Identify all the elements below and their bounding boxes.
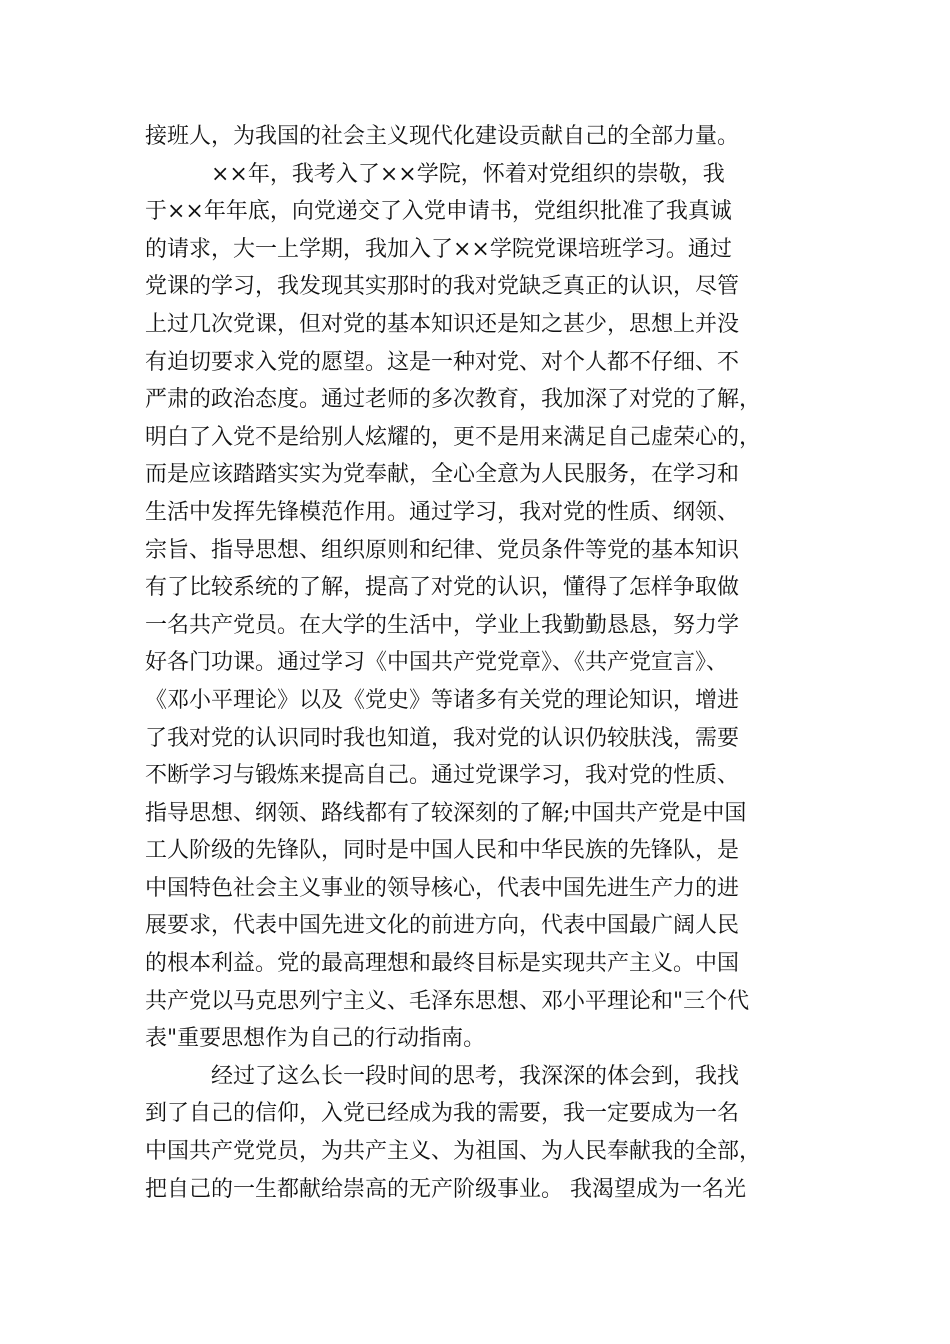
- text-line: 了我对党的认识同时我也知道，我对党的认识仍较肤浅，需要: [145, 725, 740, 751]
- text-line: 生活中发挥先锋模范作用。通过学习，我对党的性质、纲领、: [145, 499, 740, 525]
- text-line: 中国特色社会主义事业的领导核心，代表中国先进生产力的进: [145, 875, 740, 901]
- text-line: 表"重要思想作为自己的行动指南。: [145, 1026, 486, 1052]
- text-line: 有了比较系统的了解，提高了对党的认识，懂得了怎样争取做: [145, 575, 740, 601]
- text-line: 而是应该踏踏实实为党奉献，全心全意为人民服务，在学习和: [145, 462, 740, 488]
- text-line: 宗旨、指导思想、组织原则和纪律、党员条件等党的基本知识: [145, 537, 740, 563]
- text-line: 的请求，大一上学期，我加入了××学院党课培班学习。通过: [145, 236, 732, 262]
- text-line: 指导思想、纲领、路线都有了较深刻的了解;中国共产党是中国: [145, 800, 747, 826]
- text-line: 到了自己的信仰，入党已经成为我的需要，我一定要成为一名: [145, 1101, 740, 1127]
- text-line: 中国共产党党员，为共产主义、为祖国、为人民奉献我的全部，: [145, 1139, 762, 1165]
- paragraph-first-line: ××年，我考入了××学院，怀着对党组织的崇敬，我: [211, 161, 725, 187]
- text-line: 《邓小平理论》以及《党史》等诸多有关党的理论知识，增进: [145, 687, 740, 713]
- text-line: 展要求，代表中国先进文化的前进方向，代表中国最广阔人民: [145, 913, 740, 939]
- text-line: 党课的学习，我发现其实那时的我对党缺乏真正的认识，尽管: [145, 274, 740, 300]
- text-line: 共产党以马克思列宁主义、毛泽东思想、邓小平理论和"三个代: [145, 988, 750, 1014]
- text-line: 接班人，为我国的社会主义现代化建设贡献自己的全部力量。: [145, 124, 740, 149]
- text-line: 有迫切要求入党的愿望。这是一种对党、对个人都不仔细、不: [145, 349, 740, 375]
- text-line: 把自己的一生都献给崇高的无产阶级事业。 我渴望成为一名光: [145, 1176, 746, 1202]
- text-line: 于××年年底，向党递交了入党申请书，党组织批准了我真诚: [145, 199, 732, 225]
- text-line: 严肃的政治态度。通过老师的多次教育，我加深了对党的了解，: [145, 387, 762, 413]
- text-line: 不断学习与锻炼来提高自己。通过党课学习，我对党的性质、: [145, 763, 740, 789]
- text-line: 工人阶级的先锋队，同时是中国人民和中华民族的先锋队，是: [145, 838, 740, 864]
- text-line: 好各门功课。通过学习《中国共产党党章》、《共产党宣言》、: [145, 650, 729, 676]
- text-line: 的根本利益。党的最高理想和最终目标是实现共产主义。中国: [145, 951, 740, 977]
- text-line: 上过几次党课，但对党的基本知识还是知之甚少，思想上并没: [145, 311, 740, 337]
- paragraph-first-line: 经过了这么长一段时间的思考，我深深的体会到，我找: [211, 1063, 740, 1089]
- text-line: 明白了入党不是给别人炫耀的，更不是用来满足自己虚荣心的，: [145, 424, 762, 450]
- text-line: 一名共产党员。在大学的生活中，学业上我勤勤恳恳，努力学: [145, 612, 740, 638]
- body-text: [145, 118, 805, 1208]
